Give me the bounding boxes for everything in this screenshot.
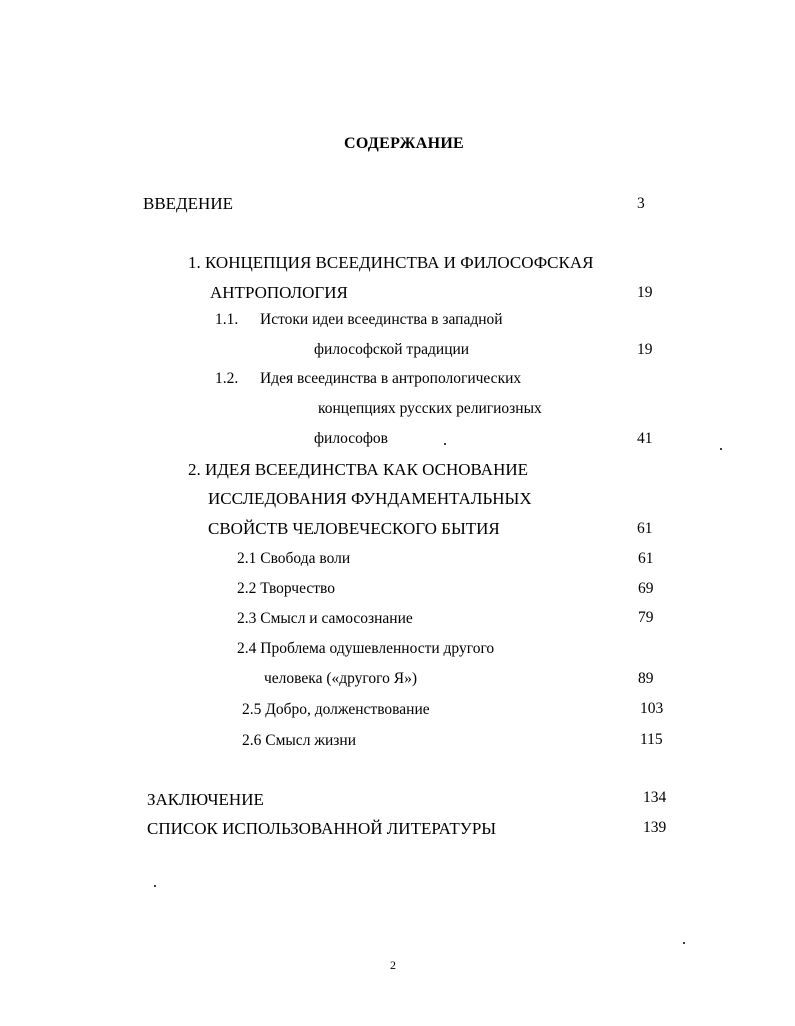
toc-s12-number: 1.2. xyxy=(215,370,239,387)
toc-s24-line2: человека («другого Я») xyxy=(264,670,417,687)
toc-ch2-title-line1: 2. ИДЕЯ ВСЕЕДИНСТВА КАК ОСНОВАНИЕ xyxy=(188,460,529,479)
toc-s12-line2: концепциях русских религиозных xyxy=(318,400,542,417)
toc-ch2-title-line3: СВОЙСТВ ЧЕЛОВЕЧЕСКОГО БЫТИЯ xyxy=(208,519,500,538)
toc-s24-line1: 2.4 Проблема одушевленности другого xyxy=(237,640,495,657)
toc-s22-page: 69 xyxy=(638,580,654,597)
toc-conclusion-page: 134 xyxy=(643,789,667,806)
toc-intro-page: 3 xyxy=(637,195,645,212)
toc-s21-text: 2.1 Свобода воли xyxy=(237,550,351,567)
toc-s12-page: 41 xyxy=(637,430,653,447)
toc-s25-page: 103 xyxy=(640,700,664,717)
page-number: 2 xyxy=(390,958,396,972)
toc-ch1-page: 19 xyxy=(637,284,653,301)
toc-title: СОДЕРЖАНИЕ xyxy=(344,135,465,152)
toc-s23-text: 2.3 Смысл и самосознание xyxy=(237,610,413,627)
toc-ch2-title-line2: ИССЛЕДОВАНИЯ ФУНДАМЕНТАЛЬНЫХ xyxy=(208,489,532,508)
toc-s23-page: 79 xyxy=(638,609,654,626)
toc-conclusion-label: ЗАКЛЮЧЕНИЕ xyxy=(147,790,264,809)
toc-s26-page: 115 xyxy=(640,731,663,748)
toc-s22-text: 2.2 Творчество xyxy=(237,580,335,597)
toc-s26-text: 2.6 Смысл жизни xyxy=(242,732,357,749)
toc-s11-page: 19 xyxy=(637,341,653,358)
toc-ch1-title-line1: 1. КОНЦЕПЦИЯ ВСЕЕДИНСТВА И ФИЛОСОФСКАЯ xyxy=(188,253,594,272)
toc-s12-line3: философов xyxy=(314,430,388,447)
toc-s21-page: 61 xyxy=(638,550,654,567)
toc-s25-text: 2.5 Добро, долженствование xyxy=(242,701,430,718)
toc-references-page: 139 xyxy=(643,819,667,836)
scan-speck xyxy=(683,942,685,944)
toc-ch2-page: 61 xyxy=(637,520,653,537)
toc-s24-page: 89 xyxy=(638,670,654,687)
toc-s11-number: 1.1. xyxy=(215,311,239,328)
toc-ch1-title-line2: АНТРОПОЛОГИЯ xyxy=(210,283,348,302)
toc-s11-line1: Истоки идеи всеединства в западной xyxy=(260,311,503,328)
toc-intro-label: ВВЕДЕНИЕ xyxy=(143,194,233,213)
scan-speck xyxy=(720,448,722,450)
toc-references-label: СПИСОК ИСПОЛЬЗОВАННОЙ ЛИТЕРАТУРЫ xyxy=(147,819,497,838)
scan-speck xyxy=(154,885,156,887)
toc-s12-line1: Идея всеединства в антропологических xyxy=(260,370,522,387)
scan-speck xyxy=(444,443,446,445)
toc-s11-line2: философской традиции xyxy=(314,341,470,358)
